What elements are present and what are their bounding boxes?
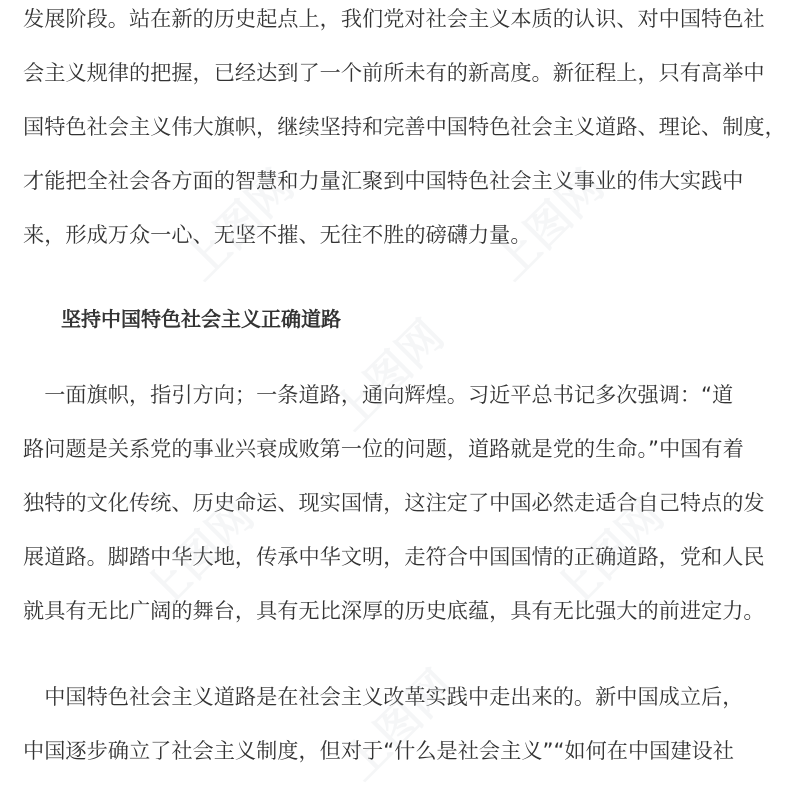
paragraph-line: 独特的文化传统、历史命运、现实国情，这注定了中国必然走适合自己特点的发	[23, 490, 765, 515]
watermark: 上图网	[174, 160, 304, 290]
watermark: 上图网	[544, 490, 674, 620]
paragraph-line: 路问题是关系党的事业兴衰成败第一位的问题，道路就是党的生命。”中国有着	[23, 436, 744, 461]
paragraph-line: 中国逐步确立了社会主义制度，但对于“什么是社会主义”“如何在中国建设社	[23, 738, 734, 763]
watermark: 上图网	[334, 660, 464, 790]
section-heading: 坚持中国特色社会主义正确道路	[61, 307, 341, 331]
paragraph-3	[23, 670, 775, 778]
paragraph-line: 会主义规律的把握，已经达到了一个前所未有的新高度。新征程上，只有高举中	[23, 60, 765, 85]
paragraph-line: 中国特色社会主义道路是在社会主义改革实践中走出来的。新中国成立后，	[23, 684, 744, 709]
paragraph-line: 就具有无比广阔的舞台，具有无比深厚的历史底蕴，具有无比强大的前进定力。	[23, 598, 765, 623]
paragraph-line: 国特色社会主义伟大旗帜，继续坚持和完善中国特色社会主义道路、理论、制度，	[23, 114, 786, 139]
watermark: 上图网	[324, 310, 454, 440]
paragraph-line: 一面旗帜，指引方向；一条道路，通向辉煌。习近平总书记多次强调：“道	[23, 382, 734, 407]
paragraph-line: 展道路。脚踏中华大地，传承中华文明，走符合中国国情的正确道路，党和人民	[23, 544, 765, 569]
paragraph-line: 来，形成万众一心、无坚不摧、无往不胜的磅礴力量。	[23, 222, 532, 247]
paragraph-2	[23, 368, 775, 638]
paragraph-1	[23, 0, 786, 262]
paragraph-line: 发展阶段。站在新的历史起点上，我们党对社会主义本质的认识、对中国特色社	[23, 6, 765, 31]
paragraph-line: 才能把全社会各方面的智慧和力量汇聚到中国特色社会主义事业的伟大实践中	[23, 168, 744, 193]
watermark: 上图网	[484, 160, 614, 290]
watermark: 上图网	[134, 490, 264, 620]
